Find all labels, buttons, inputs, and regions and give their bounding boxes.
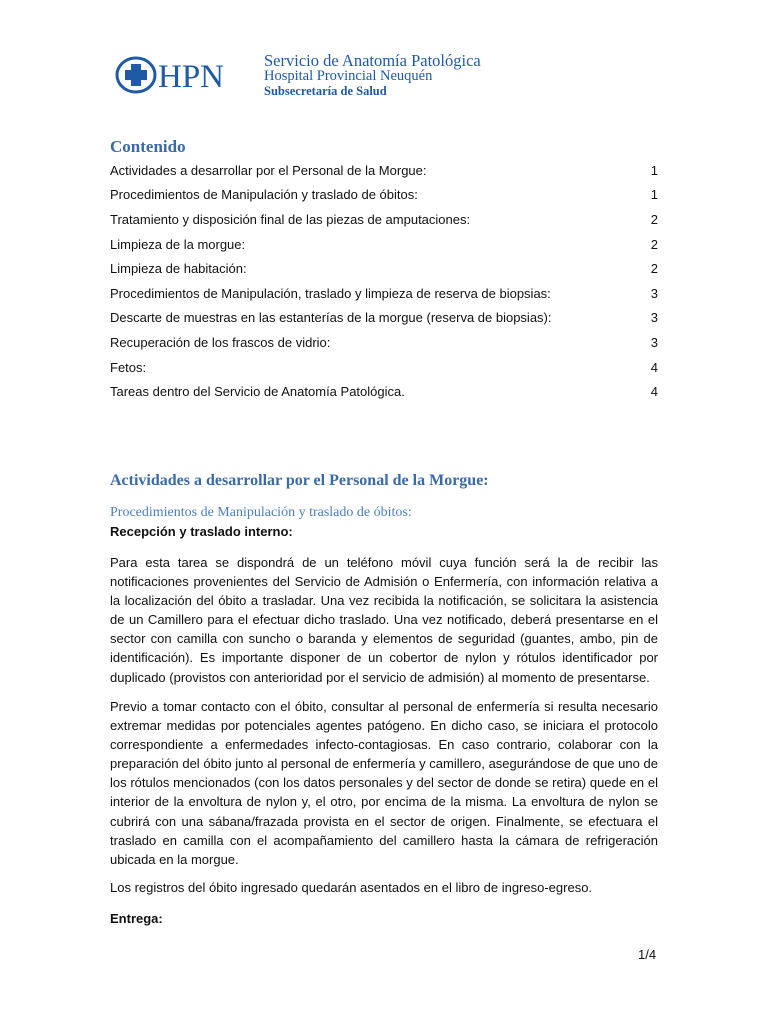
org-line-3: Subsecretaría de Salud [264,83,387,98]
toc-entry-page: 2 [650,236,658,252]
toc-entry[interactable] [110,207,658,232]
toc-entry-label: Tareas dentro del Servicio de Anatomía Patológica. [110,384,405,400]
toc-entry[interactable] [110,306,658,331]
toc-entry[interactable] [110,379,658,404]
toc-entry-label: Limpieza de habitación: [110,261,247,277]
body-paragraph: Para esta tarea se dispondrá de un teléfono móvil cuya función será la de recibir las notificaciones provenientes del Servicio de Admisión o Enfermería, con información relativa a la localización del óbito a trasladar. Una vez recibida la notificación, se solicitara la asistencia de un Camillero para el efectuar dicho traslado. Una vez notificado, deberá presentarse en el sector con camilla con suncho o baranda y elementos de seguridad (guantes, ambo, pin de identificación). Es importante disponer de un cobertor de nylon y rótulos identificador por duplicado (provistos con anterioridad por el servicio de admisión) al momento de presentarse. [110,555,658,685]
toc-entry[interactable] [110,158,658,183]
org-line-1: Servicio de Anatomía Patológica [264,51,481,70]
toc-entry-page: 1 [650,162,658,178]
section-subsubheading: Recepción y traslado interno: [110,524,293,539]
toc-entry-page: 4 [650,384,658,400]
toc-entry-label: Fetos: [110,359,147,375]
toc-entry-label: Descarte de muestras en las estanterías de la morgue (reserva de biopsias): [110,310,552,326]
toc-title: Contenido [110,137,186,156]
section-subheading: Procedimientos de Manipulación y traslado de óbitos: [110,505,412,520]
toc-entry-page: 4 [650,359,658,375]
toc-entry[interactable] [110,330,658,355]
org-line-2: Hospital Provincial Neuquén [264,68,433,85]
toc-entry-label: Tratamiento y disposición final de las piezas de amputaciones: [110,211,471,227]
body-paragraph: Previo a tomar contacto con el óbito, consultar al personal de enfermería si resulta necesario extremar medidas por potenciales agentes patógeno. En dicho caso, se iniciara el protocolo correspondiente a enfermedades infecto-contagiosas. En caso contrario, colaborar con la preparación del óbito junto al personal de enfermería y camillero, asegurándose de que uno de los rótulos mencionados (con los datos personales y del sector de donde se retira) quede en el interior de la envoltura de nylon y, el otro, por encima de la misma. La envoltura de nylon se cubrirá con una sábana/frazada provista en el sector de origen. Finalmente, se efectuara el traslado en camilla con el acompañamiento del camillero hasta la cámara de refrigeración ubicada en la morgue. [110,699,658,867]
document-header [114,48,534,108]
toc-entry[interactable] [110,355,658,380]
toc-entry-page: 2 [650,261,658,277]
toc-entry[interactable] [110,183,658,208]
toc-entry-page: 3 [650,310,658,326]
toc-entry-label: Procedimientos de Manipulación, traslado y limpieza de reserva de biopsias: [110,285,551,301]
toc-entry-page: 2 [650,211,658,227]
toc-entry-label: Actividades a desarrollar por el Personal de la Morgue: [110,162,427,178]
toc-entry[interactable] [110,256,658,281]
organization-name [264,52,481,98]
table-of-contents [110,158,658,404]
body-paragraph: Los registros del óbito ingresado quedarán asentados en el libro de ingreso-egreso. [110,880,593,895]
toc-entry-label: Procedimientos de Manipulación y traslado de óbitos: [110,187,418,203]
toc-entry-label: Recuperación de los frascos de vidrio: [110,334,331,350]
entrega-heading: Entrega: [110,911,163,926]
toc-entry[interactable] [110,281,658,306]
hospital-cross-icon [114,52,258,98]
section-heading: Actividades a desarrollar por el Personal de la Morgue: [110,472,489,489]
toc-entry-page: 3 [650,334,658,350]
toc-entry[interactable] [110,232,658,257]
toc-entry-label: Limpieza de la morgue: [110,236,246,252]
toc-entry-page: 1 [650,187,658,203]
toc-entry-page: 3 [650,285,658,301]
page-number: 1/4 [638,947,657,962]
logo-text: HPN [158,59,225,95]
hpn-logo [114,52,258,98]
